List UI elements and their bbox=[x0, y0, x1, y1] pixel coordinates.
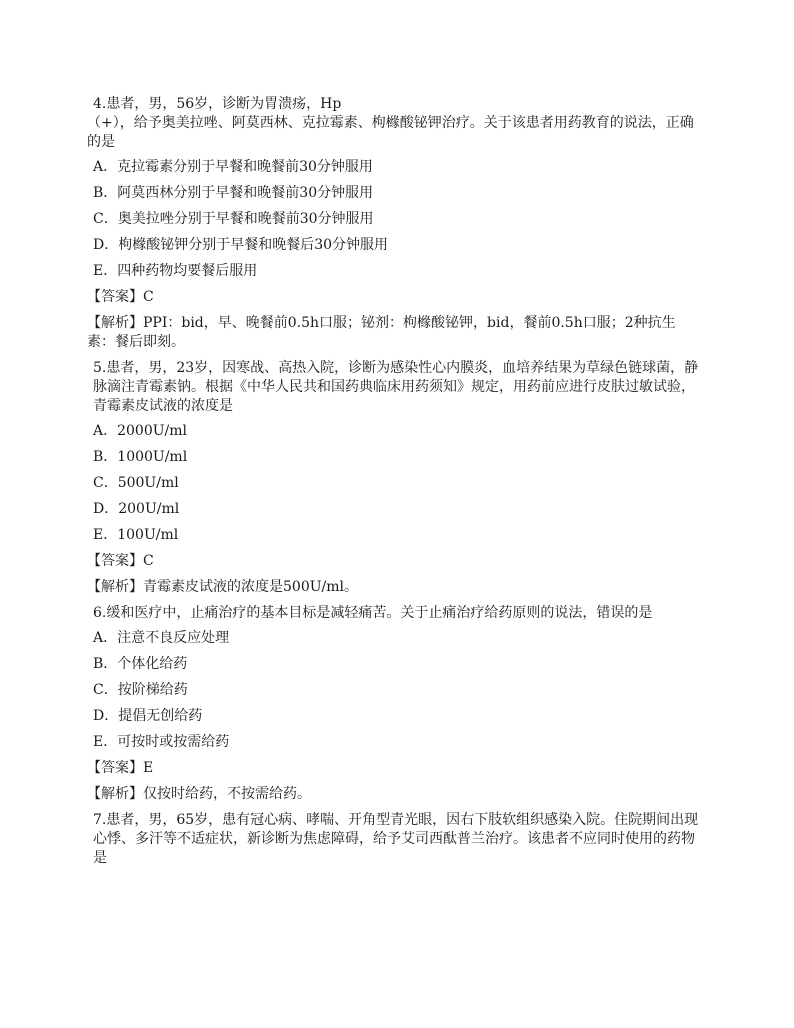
option-a: A．克拉霉素分别于早餐和晚餐前30分钟服用 bbox=[93, 159, 373, 175]
option-e: E．四种药物均要餐后服用 bbox=[93, 263, 258, 279]
option-b: B．1000U/ml bbox=[93, 449, 188, 465]
explanation: 【解析】PPI：bid，早、晚餐前0.5h口服；铋剂：枸橼酸铋钾，bid，餐前0.5h口服；2种抗生素：餐后即刻。 bbox=[87, 315, 676, 350]
question-stem: 7.患者，男，65岁，患有冠心病、哮喘、开角型青光眼，因右下肢软组织感染入院。住院期间出现心悸、多汗等不适症状，新诊断为焦虑障碍，给予艾司西酞普兰治疗。该患者不应同时使用的药物是 bbox=[93, 812, 699, 866]
question-6 bbox=[87, 604, 703, 804]
question-stem: 6.缓和医疗中，止痛治疗的基本目标是减轻痛苦。关于止痛治疗给药原则的说法，错误的是 bbox=[93, 605, 653, 621]
option-e: E．100U/ml bbox=[93, 527, 179, 543]
question-4 bbox=[87, 95, 703, 352]
option-d: D．枸橼酸铋钾分别于早餐和晚餐后30分钟服用 bbox=[93, 237, 389, 253]
question-stem: 5.患者，男，23岁，因寒战、高热入院，诊断为感染性心内膜炎，血培养结果为草绿色链球菌，静脉滴注青霉素钠。根据《中华人民共和国药典临床用药须知》规定，用药前应进行皮肤过敏试验，青霉素皮试液的浓度是 bbox=[93, 360, 699, 414]
option-a: A．注意不良反应处理 bbox=[93, 630, 230, 646]
option-b: B．个体化给药 bbox=[93, 656, 188, 672]
answer: 【答案】C bbox=[87, 553, 154, 569]
option-a: A．2000U/ml bbox=[93, 423, 188, 439]
question-stem-continued: （+），给予奥美拉唑、阿莫西林、克拉霉素、枸橼酸铋钾治疗。关于该患者用药教育的说法，正确的是 bbox=[87, 115, 694, 150]
question-stem: 4.患者，男，56岁，诊断为胃溃疡，Hp bbox=[93, 96, 342, 112]
question-7 bbox=[93, 811, 703, 868]
question-list bbox=[87, 95, 703, 874]
answer: 【答案】E bbox=[87, 760, 154, 776]
answer: 【答案】C bbox=[87, 289, 154, 305]
option-c: C．奥美拉唑分别于早餐和晚餐前30分钟服用 bbox=[93, 211, 374, 227]
option-c: C．按阶梯给药 bbox=[93, 682, 188, 698]
question-5 bbox=[87, 359, 703, 597]
explanation: 【解析】青霉素皮试液的浓度是500U/ml。 bbox=[87, 579, 358, 595]
option-b: B．阿莫西林分别于早餐和晚餐前30分钟服用 bbox=[93, 185, 374, 201]
option-d: D．提倡无创给药 bbox=[93, 708, 203, 724]
option-c: C．500U/ml bbox=[93, 475, 179, 491]
option-e: E．可按时或按需给药 bbox=[93, 734, 230, 750]
explanation: 【解析】仅按时给药，不按需给药。 bbox=[87, 786, 311, 802]
option-d: D．200U/ml bbox=[93, 501, 180, 517]
